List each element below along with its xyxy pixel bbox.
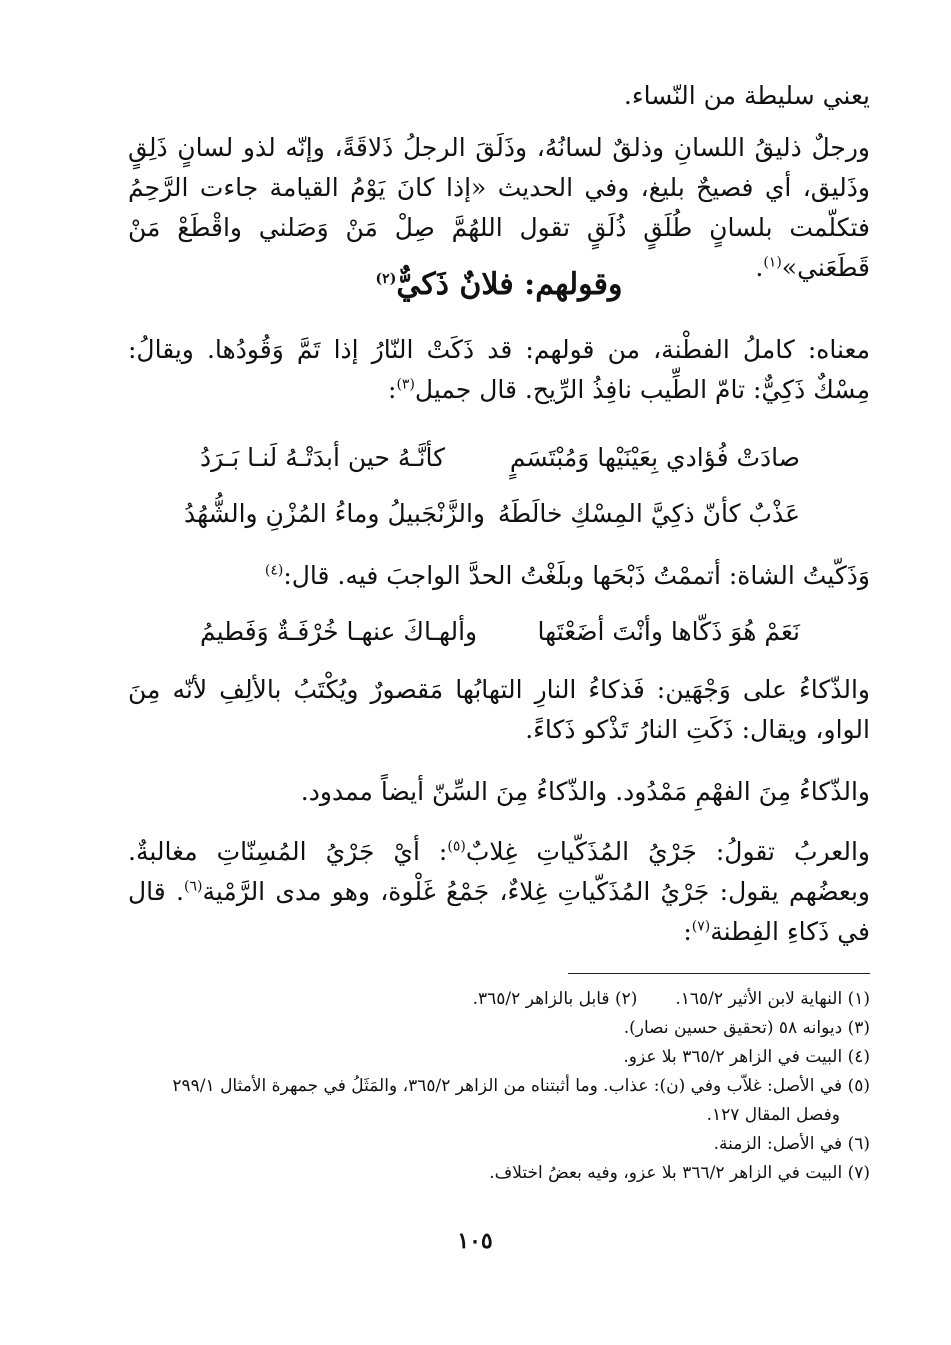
paragraph-1-text: يعني سليطة من النّساء. bbox=[623, 81, 870, 110]
footnote-ref-1: (١) bbox=[763, 254, 782, 271]
verse-3 bbox=[200, 604, 800, 660]
paragraph-3-end: : bbox=[388, 375, 397, 404]
footnote-5-continued: وفصل المقال ١٢٧. bbox=[706, 1105, 840, 1125]
footnotes bbox=[128, 985, 870, 1188]
paragraph-7-text-c: . قال في ذَكاءِ الفِطنة bbox=[128, 877, 870, 946]
footnote-6: (٦) في الأصل: الزمنة. bbox=[713, 1134, 870, 1154]
verse-3-second-hemistich: وألهـاكَ عنهـا خُرْفَـةٌ وَفَطيمُ bbox=[200, 617, 478, 646]
verse-2 bbox=[184, 486, 800, 542]
paragraph-7-end: : bbox=[683, 917, 692, 946]
verse-1 bbox=[200, 430, 800, 486]
section-heading bbox=[128, 262, 870, 308]
paragraph-7-text-b: : أيْ جَرْيُ المُسِنّاتِ مغالبةٌ. وبعضُهم يقول: جَرْيُ المُذَكّياتِ غِلاءٌ، جَمْعُ غَلْوة، وهو مدى الرَّمْية bbox=[128, 837, 870, 906]
verse-1-second-hemistich: كأنَّـهُ حين أبدَتْـهُ لَنـا بَـرَدُ bbox=[200, 443, 446, 472]
paragraph-5-text: والذّكاءُ على وَجْهَين: فَذكاءُ النارِ التهابُها مَقصورٌ ويُكْتَبُ بالألِفِ لأنّه مِنَ الواو، ويقال: ذَكَتِ النارُ تَذْكو ذَكاءً. bbox=[128, 675, 870, 744]
footnote-ref-5: (٥) bbox=[447, 838, 466, 855]
paragraph-6 bbox=[128, 772, 870, 812]
paragraph-3-text: معناه: كاملُ الفطْنة، من قولهم: قد ذَكَتْ النّارُ إذا تَمَّ وَقُودُها. ويقالُ: مِسْكٌ ذَكِيٌّ: تامّ الطِّيب نافِذُ الرِّيح. قال جميل bbox=[128, 335, 870, 404]
poem-jamil bbox=[184, 430, 800, 542]
paragraph-2-end: . bbox=[755, 253, 764, 282]
paragraph-3 bbox=[128, 330, 870, 410]
footnote-separator bbox=[568, 973, 870, 974]
verse-2-second-hemistich: والزَّنْجَبيلُ وماءُ المُزْنِ والشُّهُدُ bbox=[184, 499, 485, 528]
footnote-2: (٢) قابل بالزاهر ٣٦٥/٢. bbox=[472, 989, 638, 1009]
footnote-row-1-2 bbox=[128, 985, 870, 1014]
paragraph-1 bbox=[128, 76, 870, 116]
footnote-ref-7: (٧) bbox=[691, 918, 711, 935]
verse-1-first-hemistich: صادَتْ فُؤادي بِعَيْنَيْها وَمُبْتَسَمٍ bbox=[509, 443, 800, 472]
footnote-ref-6: (٦) bbox=[183, 878, 203, 895]
footnote-5: (٥) في الأصل: غلاّب وفي (ن): عذاب. وما أثبتناه من الزاهر ٣٦٥/٢، والمَثَلُ في جمهرة الأمثال ٢٩٩/١ bbox=[172, 1076, 870, 1096]
page-number: ١٠٥ bbox=[457, 1228, 493, 1254]
verse-2-first-hemistich: عَذْبٌ كأنّ ذكِيَّ المِسْكِ خالَطَهُ bbox=[497, 499, 800, 528]
paragraph-4-text: وَذَكّيتُ الشاة: أتممْتُ ذَبْحَها وبلَغْتُ الحدَّ الواجبَ فيه. قال: bbox=[283, 561, 870, 590]
footnote-ref-2: (٢) bbox=[375, 271, 397, 287]
footnote-ref-3: (٣) bbox=[396, 376, 415, 393]
section-heading-text: وقولهم: فلانٌ ذَكيٌّ bbox=[396, 267, 623, 302]
paragraph-7 bbox=[128, 832, 870, 952]
footnote-1: (١) النهاية لابن الأثير ١٦٥/٢. bbox=[675, 989, 870, 1009]
paragraph-5 bbox=[128, 670, 870, 750]
poem-second bbox=[200, 604, 800, 660]
verse-3-first-hemistich: نَعَمْ هُوَ ذَكّاها وأنْتَ أضَعْتَها bbox=[537, 617, 800, 646]
footnote-7: (٧) البيت في الزاهر ٣٦٦/٢ بلا عزو، وفيه بعضُ اختلاف. bbox=[489, 1163, 870, 1183]
footnote-ref-4: (٤) bbox=[264, 562, 284, 579]
footnote-4: (٤) البيت في الزاهر ٣٦٥/٢ بلا عزو. bbox=[623, 1047, 870, 1067]
paragraph-4 bbox=[128, 556, 870, 596]
paragraph-2-text: ورجلٌ ذليقُ اللسانِ وذلقٌ لسانُهُ، وذَلَقَ الرجلُ ذَلاقَةً، وإنّه لذو لسانٍ ذَلِقٍ وذَليق، أي فصيحٌ بليغ، وفي الحديث «إذا كانَ يَوْمُ القيامة جاءت الرَّحِمُ فتكلّمت بلسانٍ طُلَقٍ ذُلَقٍ تقول اللهُمَّ صِلْ مَنْ وَصَلني واقْطَعْ مَنْ قَطَعَني» bbox=[128, 133, 870, 282]
paragraph-6-text: والذّكاءُ مِنَ الفهْمِ مَمْدُود. والذّكاءُ مِنَ السِّنّ أيضاً ممدود. bbox=[300, 777, 870, 806]
footnote-3: (٣) ديوانه ٥٨ (تحقيق حسين نصار). bbox=[623, 1018, 870, 1038]
paragraph-7-text-a: والعربُ تقولُ: جَرْيُ المُذَكّياتِ غِلابٌ bbox=[465, 837, 871, 866]
